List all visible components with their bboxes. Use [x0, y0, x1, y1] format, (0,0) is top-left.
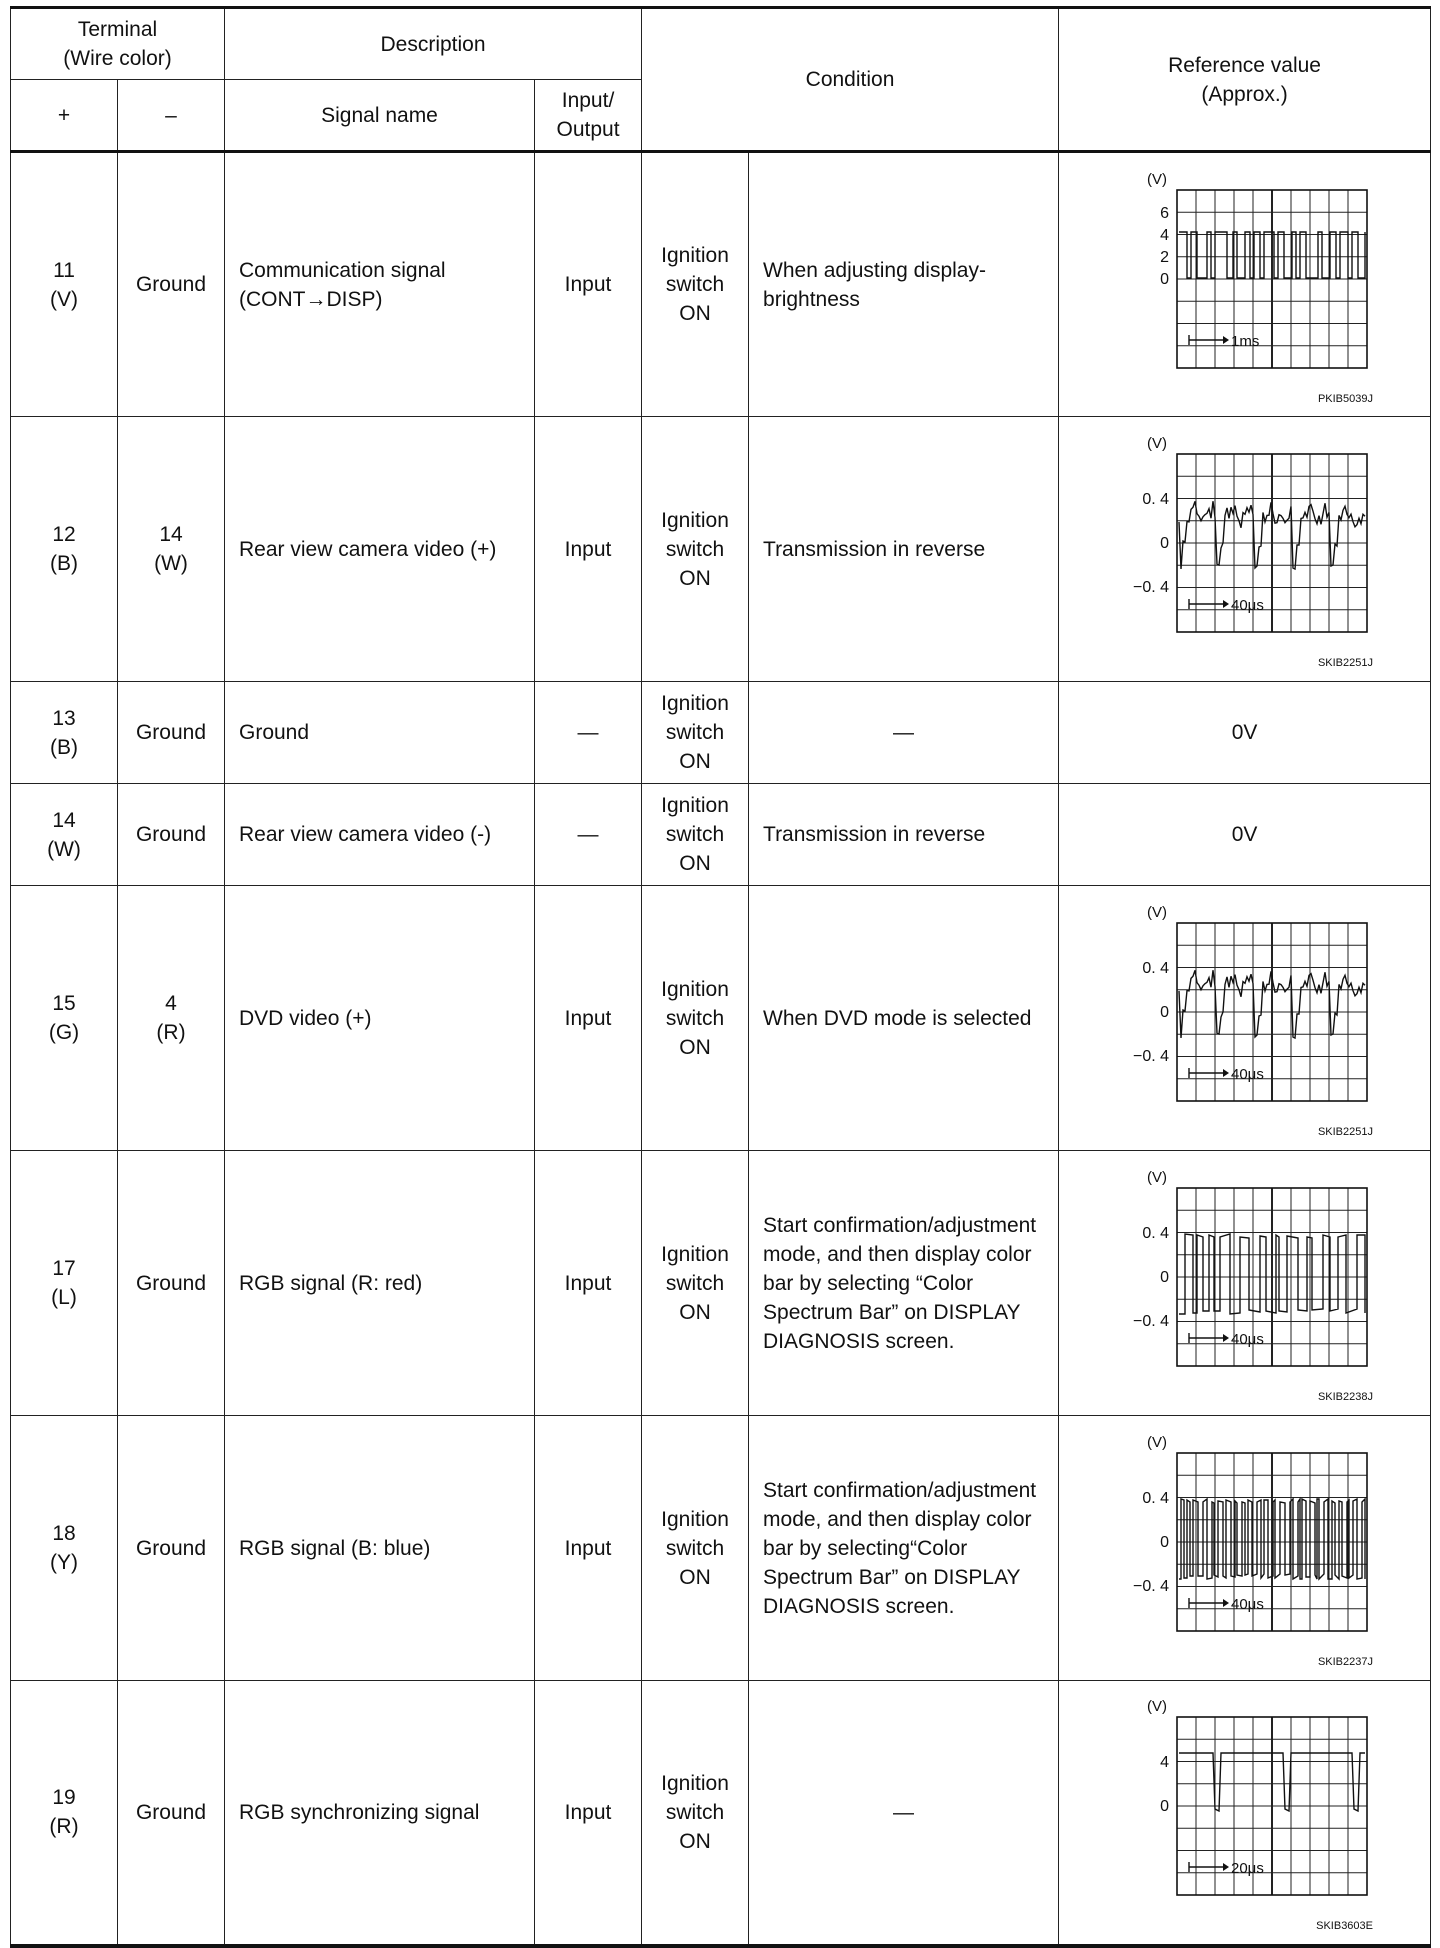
header-reference-value: Reference value (Approx.)	[1059, 8, 1431, 152]
table-row	[11, 1416, 1431, 1681]
condition-detail-cell: Transmission in reverse	[749, 417, 1059, 682]
terminal-minus-cell: 4 (R)	[118, 886, 225, 1151]
y-axis-tick-label: 4	[1159, 226, 1169, 244]
condition-detail-cell: Transmission in reverse	[749, 784, 1059, 886]
header-plus: +	[11, 80, 118, 152]
voltage-unit-label: (V)	[1146, 1169, 1167, 1186]
input-output-cell: Input	[535, 1151, 642, 1416]
condition-detail-cell: When adjusting display-brightness	[749, 152, 1059, 417]
time-scale-arrowhead	[1223, 336, 1229, 344]
condition-switch-cell: Ignition switch ON	[642, 784, 749, 886]
y-axis-tick-label: 0. 4	[1141, 1225, 1169, 1242]
voltage-unit-label: (V)	[1146, 435, 1167, 452]
y-axis-tick-label: 0	[1159, 1004, 1169, 1021]
condition-switch-cell: Ignition switch ON	[642, 1416, 749, 1681]
figure-code-label: PKIB5039J	[1317, 392, 1373, 405]
condition-detail-cell: When DVD mode is selected	[749, 886, 1059, 1151]
figure-code-label: SKIB2251J	[1317, 657, 1373, 669]
terminal-plus-cell: 14 (W)	[11, 784, 118, 886]
figure-code-label: SKIB2238J	[1317, 1391, 1373, 1403]
y-axis-tick-label: 0	[1159, 1534, 1169, 1551]
terminal-plus-cell: 13 (B)	[11, 682, 118, 784]
input-output-cell: Input	[535, 1681, 642, 1946]
oscilloscope-waveform	[1095, 160, 1395, 410]
terminal-minus-cell: Ground	[118, 1681, 225, 1946]
input-output-cell: —	[535, 784, 642, 886]
reference-value-cell: 0V	[1059, 784, 1431, 886]
condition-switch-cell: Ignition switch ON	[642, 417, 749, 682]
reference-waveform-cell	[1059, 1681, 1431, 1946]
time-scale-arrowhead	[1223, 1599, 1229, 1607]
y-axis-tick-label: −0. 4	[1132, 1578, 1169, 1595]
time-scale-label: 40μs	[1230, 1596, 1264, 1613]
figure-code-label: SKIB2251J	[1317, 1126, 1373, 1138]
condition-switch-cell: Ignition switch ON	[642, 682, 749, 784]
signal-name-cell: RGB signal (R: red)	[225, 1151, 535, 1416]
reference-value-cell: 0V	[1059, 682, 1431, 784]
y-axis-tick-label: −0. 4	[1132, 579, 1169, 596]
document-page	[10, 6, 1430, 1948]
y-axis-tick-label: −0. 4	[1132, 1048, 1169, 1065]
terminal-plus-cell: 12 (B)	[11, 417, 118, 682]
y-axis-tick-label: −0. 4	[1132, 1313, 1169, 1330]
terminal-minus-cell: Ground	[118, 1416, 225, 1681]
oscilloscope-waveform	[1095, 1687, 1395, 1937]
terminal-plus-cell: 15 (G)	[11, 886, 118, 1151]
signal-name-cell: RGB signal (B: blue)	[225, 1416, 535, 1681]
signal-name-cell: Ground	[225, 682, 535, 784]
y-axis-tick-label: 0. 4	[1141, 1490, 1169, 1507]
oscilloscope-waveform	[1095, 1158, 1395, 1408]
header-condition: Condition	[642, 8, 1059, 152]
reference-waveform-cell	[1059, 1416, 1431, 1681]
time-scale-arrowhead	[1223, 1069, 1229, 1077]
table-row	[11, 1151, 1431, 1416]
y-axis-tick-label: 0	[1159, 270, 1169, 288]
voltage-unit-label: (V)	[1146, 1434, 1167, 1451]
input-output-cell: —	[535, 682, 642, 784]
condition-detail-cell: —	[749, 682, 1059, 784]
condition-switch-cell: Ignition switch ON	[642, 886, 749, 1151]
terminal-reference-table	[10, 6, 1431, 1948]
oscilloscope-waveform	[1095, 1423, 1395, 1673]
y-axis-tick-label: 2	[1159, 248, 1169, 266]
header-terminal: Terminal (Wire color)	[11, 8, 225, 80]
time-scale-arrowhead	[1223, 1863, 1229, 1871]
table-row	[11, 886, 1431, 1151]
signal-name-cell: Rear view camera video (-)	[225, 784, 535, 886]
y-axis-tick-label: 0	[1159, 1269, 1169, 1286]
reference-waveform-cell	[1059, 1151, 1431, 1416]
oscilloscope-waveform	[1095, 893, 1395, 1143]
signal-name-cell: Rear view camera video (+)	[225, 417, 535, 682]
voltage-unit-label: (V)	[1146, 170, 1167, 188]
reference-waveform-cell	[1059, 417, 1431, 682]
table-row	[11, 1681, 1431, 1946]
terminal-plus-cell: 17 (L)	[11, 1151, 118, 1416]
input-output-cell: Input	[535, 886, 642, 1151]
header-description: Description	[225, 8, 642, 80]
voltage-unit-label: (V)	[1146, 904, 1167, 921]
terminal-minus-cell: Ground	[118, 152, 225, 417]
signal-name-cell: Communication signal (CONT→DISP)	[225, 152, 535, 417]
y-axis-tick-label: 0	[1159, 535, 1169, 552]
figure-code-label: SKIB2237J	[1317, 1656, 1373, 1668]
voltage-unit-label: (V)	[1146, 1698, 1167, 1716]
header-signal-name: Signal name	[225, 80, 535, 152]
condition-switch-cell: Ignition switch ON	[642, 152, 749, 417]
condition-switch-cell: Ignition switch ON	[642, 1151, 749, 1416]
reference-waveform-cell	[1059, 152, 1431, 417]
condition-detail-cell: Start confirmation/adjustment mode, and then display color bar by selecting “Color Spectrum Bar” on DISPLAY DIAGNOSIS screen.	[749, 1151, 1059, 1416]
input-output-cell: Input	[535, 152, 642, 417]
time-scale-label: 40μs	[1230, 1066, 1264, 1083]
terminal-plus-cell: 18 (Y)	[11, 1416, 118, 1681]
time-scale-label: 1ms	[1230, 332, 1259, 350]
header-minus: –	[118, 80, 225, 152]
condition-detail-cell: Start confirmation/adjustment mode, and then display color bar by selecting“Color Spectrum Bar” on DISPLAY DIAGNOSIS screen.	[749, 1416, 1059, 1681]
table-row	[11, 682, 1431, 784]
table-row	[11, 152, 1431, 417]
terminal-minus-cell: 14 (W)	[118, 417, 225, 682]
table-row	[11, 784, 1431, 886]
terminal-minus-cell: Ground	[118, 1151, 225, 1416]
header-input-output: Input/ Output	[535, 80, 642, 152]
input-output-cell: Input	[535, 1416, 642, 1681]
time-scale-label: 40μs	[1230, 1331, 1264, 1348]
condition-switch-cell: Ignition switch ON	[642, 1681, 749, 1946]
condition-detail-cell: —	[749, 1681, 1059, 1946]
figure-code-label: SKIB3603E	[1315, 1920, 1373, 1933]
time-scale-arrowhead	[1223, 600, 1229, 608]
time-scale-label: 20μs	[1230, 1860, 1264, 1878]
terminal-plus-cell: 11 (V)	[11, 152, 118, 417]
signal-name-cell: RGB synchronizing signal	[225, 1681, 535, 1946]
table-row	[11, 417, 1431, 682]
terminal-plus-cell: 19 (R)	[11, 1681, 118, 1946]
signal-name-cell: DVD video (+)	[225, 886, 535, 1151]
reference-waveform-cell	[1059, 886, 1431, 1151]
terminal-minus-cell: Ground	[118, 682, 225, 784]
y-axis-tick-label: 0. 4	[1141, 491, 1169, 508]
oscilloscope-waveform	[1095, 424, 1395, 674]
time-scale-arrowhead	[1223, 1334, 1229, 1342]
y-axis-tick-label: 0	[1159, 1798, 1169, 1816]
time-scale-label: 40μs	[1230, 597, 1264, 614]
input-output-cell: Input	[535, 417, 642, 682]
y-axis-tick-label: 4	[1159, 1754, 1169, 1772]
y-axis-tick-label: 0. 4	[1141, 960, 1169, 977]
terminal-minus-cell: Ground	[118, 784, 225, 886]
y-axis-tick-label: 6	[1159, 204, 1169, 222]
